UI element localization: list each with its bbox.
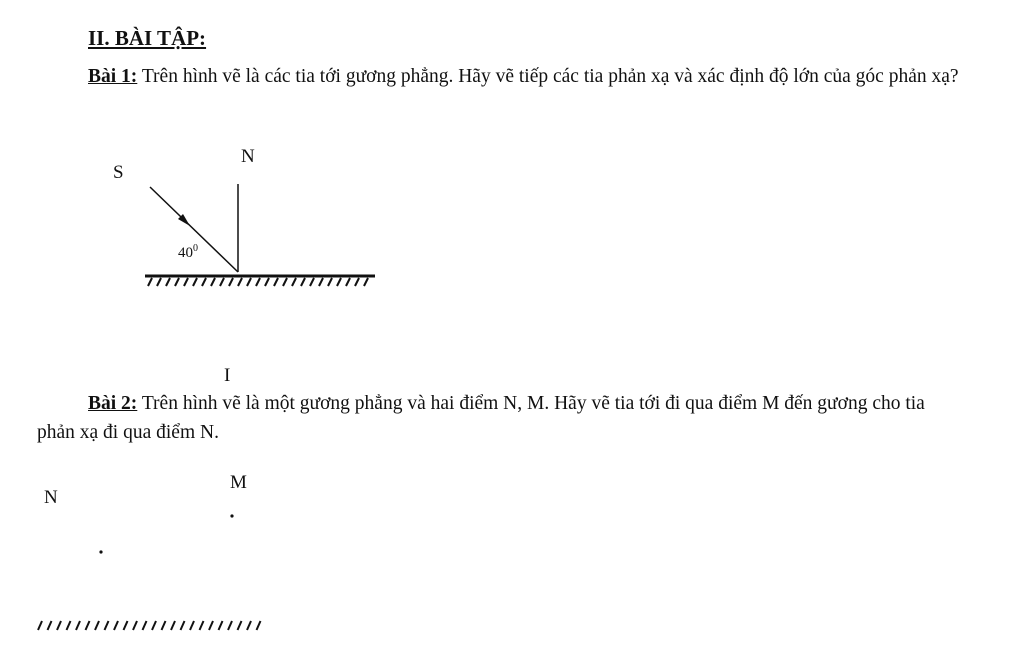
- hatch-mark: [57, 621, 61, 630]
- label-i: I: [224, 365, 231, 386]
- hatch-mark: [193, 278, 197, 286]
- hatch-mark: [162, 621, 166, 630]
- hatch-mark: [124, 621, 128, 630]
- hatch-mark: [171, 621, 175, 630]
- hatch-mark: [202, 278, 206, 286]
- hatch-mark: [346, 278, 350, 286]
- hatch-mark: [247, 278, 251, 286]
- hatch-mark: [301, 278, 305, 286]
- hatch-mark: [67, 621, 71, 630]
- hatch-mark: [256, 278, 260, 286]
- mirror-1-hatching: [148, 278, 368, 286]
- hatch-mark: [283, 278, 287, 286]
- hatch-mark: [292, 278, 296, 286]
- point-n: [99, 550, 102, 553]
- hatch-mark: [175, 278, 179, 286]
- mirror-2-hatching: [38, 621, 261, 630]
- hatch-mark: [355, 278, 359, 286]
- hatch-mark: [166, 278, 170, 286]
- exercise-1-text: Trên hình vẽ là các tia tới gương phẳng. Hãy vẽ tiếp các tia phản xạ và xác định độ lớn của góc phản xạ?: [137, 66, 959, 87]
- hatch-mark: [337, 278, 341, 286]
- hatch-mark: [133, 621, 137, 630]
- angle-label: $40^0$: [178, 243, 198, 261]
- hatch-mark: [229, 278, 233, 286]
- label-s: S: [113, 162, 124, 183]
- exercise-2-text: Trên hình vẽ là một gương phẳng và hai điểm N, M. Hãy vẽ tia tới đi qua điểm M đến gương cho tia phản xạ đi qua điểm N.: [37, 393, 925, 443]
- label-point-n: N: [44, 487, 58, 508]
- hatch-mark: [86, 621, 90, 630]
- hatch-mark: [220, 278, 224, 286]
- hatch-mark: [238, 278, 242, 286]
- hatch-mark: [200, 621, 204, 630]
- section-heading: II. BÀI TẬP:: [88, 26, 207, 50]
- hatch-mark: [48, 621, 52, 630]
- hatch-mark: [148, 278, 152, 286]
- label-point-m: M: [230, 472, 247, 493]
- hatch-mark: [181, 621, 185, 630]
- hatch-mark: [209, 621, 213, 630]
- hatch-mark: [190, 621, 194, 630]
- hatch-mark: [114, 621, 118, 630]
- exercise-2-label: Bài 2:: [88, 393, 138, 414]
- hatch-mark: [228, 621, 232, 630]
- hatch-mark: [319, 278, 323, 286]
- hatch-mark: [274, 278, 278, 286]
- hatch-mark: [247, 621, 251, 630]
- hatch-mark: [265, 278, 269, 286]
- hatch-mark: [257, 621, 261, 630]
- hatch-mark: [76, 621, 80, 630]
- hatch-mark: [157, 278, 161, 286]
- hatch-mark: [211, 278, 215, 286]
- hatch-mark: [95, 621, 99, 630]
- point-m: [230, 514, 233, 517]
- hatch-mark: [310, 278, 314, 286]
- hatch-mark: [143, 621, 147, 630]
- hatch-mark: [219, 621, 223, 630]
- hatch-mark: [364, 278, 368, 286]
- label-normal-n: N: [241, 146, 255, 167]
- hatch-mark: [38, 621, 42, 630]
- hatch-mark: [152, 621, 156, 630]
- exercise-1-label: Bài 1:: [88, 66, 138, 87]
- hatch-mark: [238, 621, 242, 630]
- exercise-2-paragraph: [37, 389, 967, 447]
- hatch-mark: [184, 278, 188, 286]
- hatch-mark: [105, 621, 109, 630]
- hatch-mark: [328, 278, 332, 286]
